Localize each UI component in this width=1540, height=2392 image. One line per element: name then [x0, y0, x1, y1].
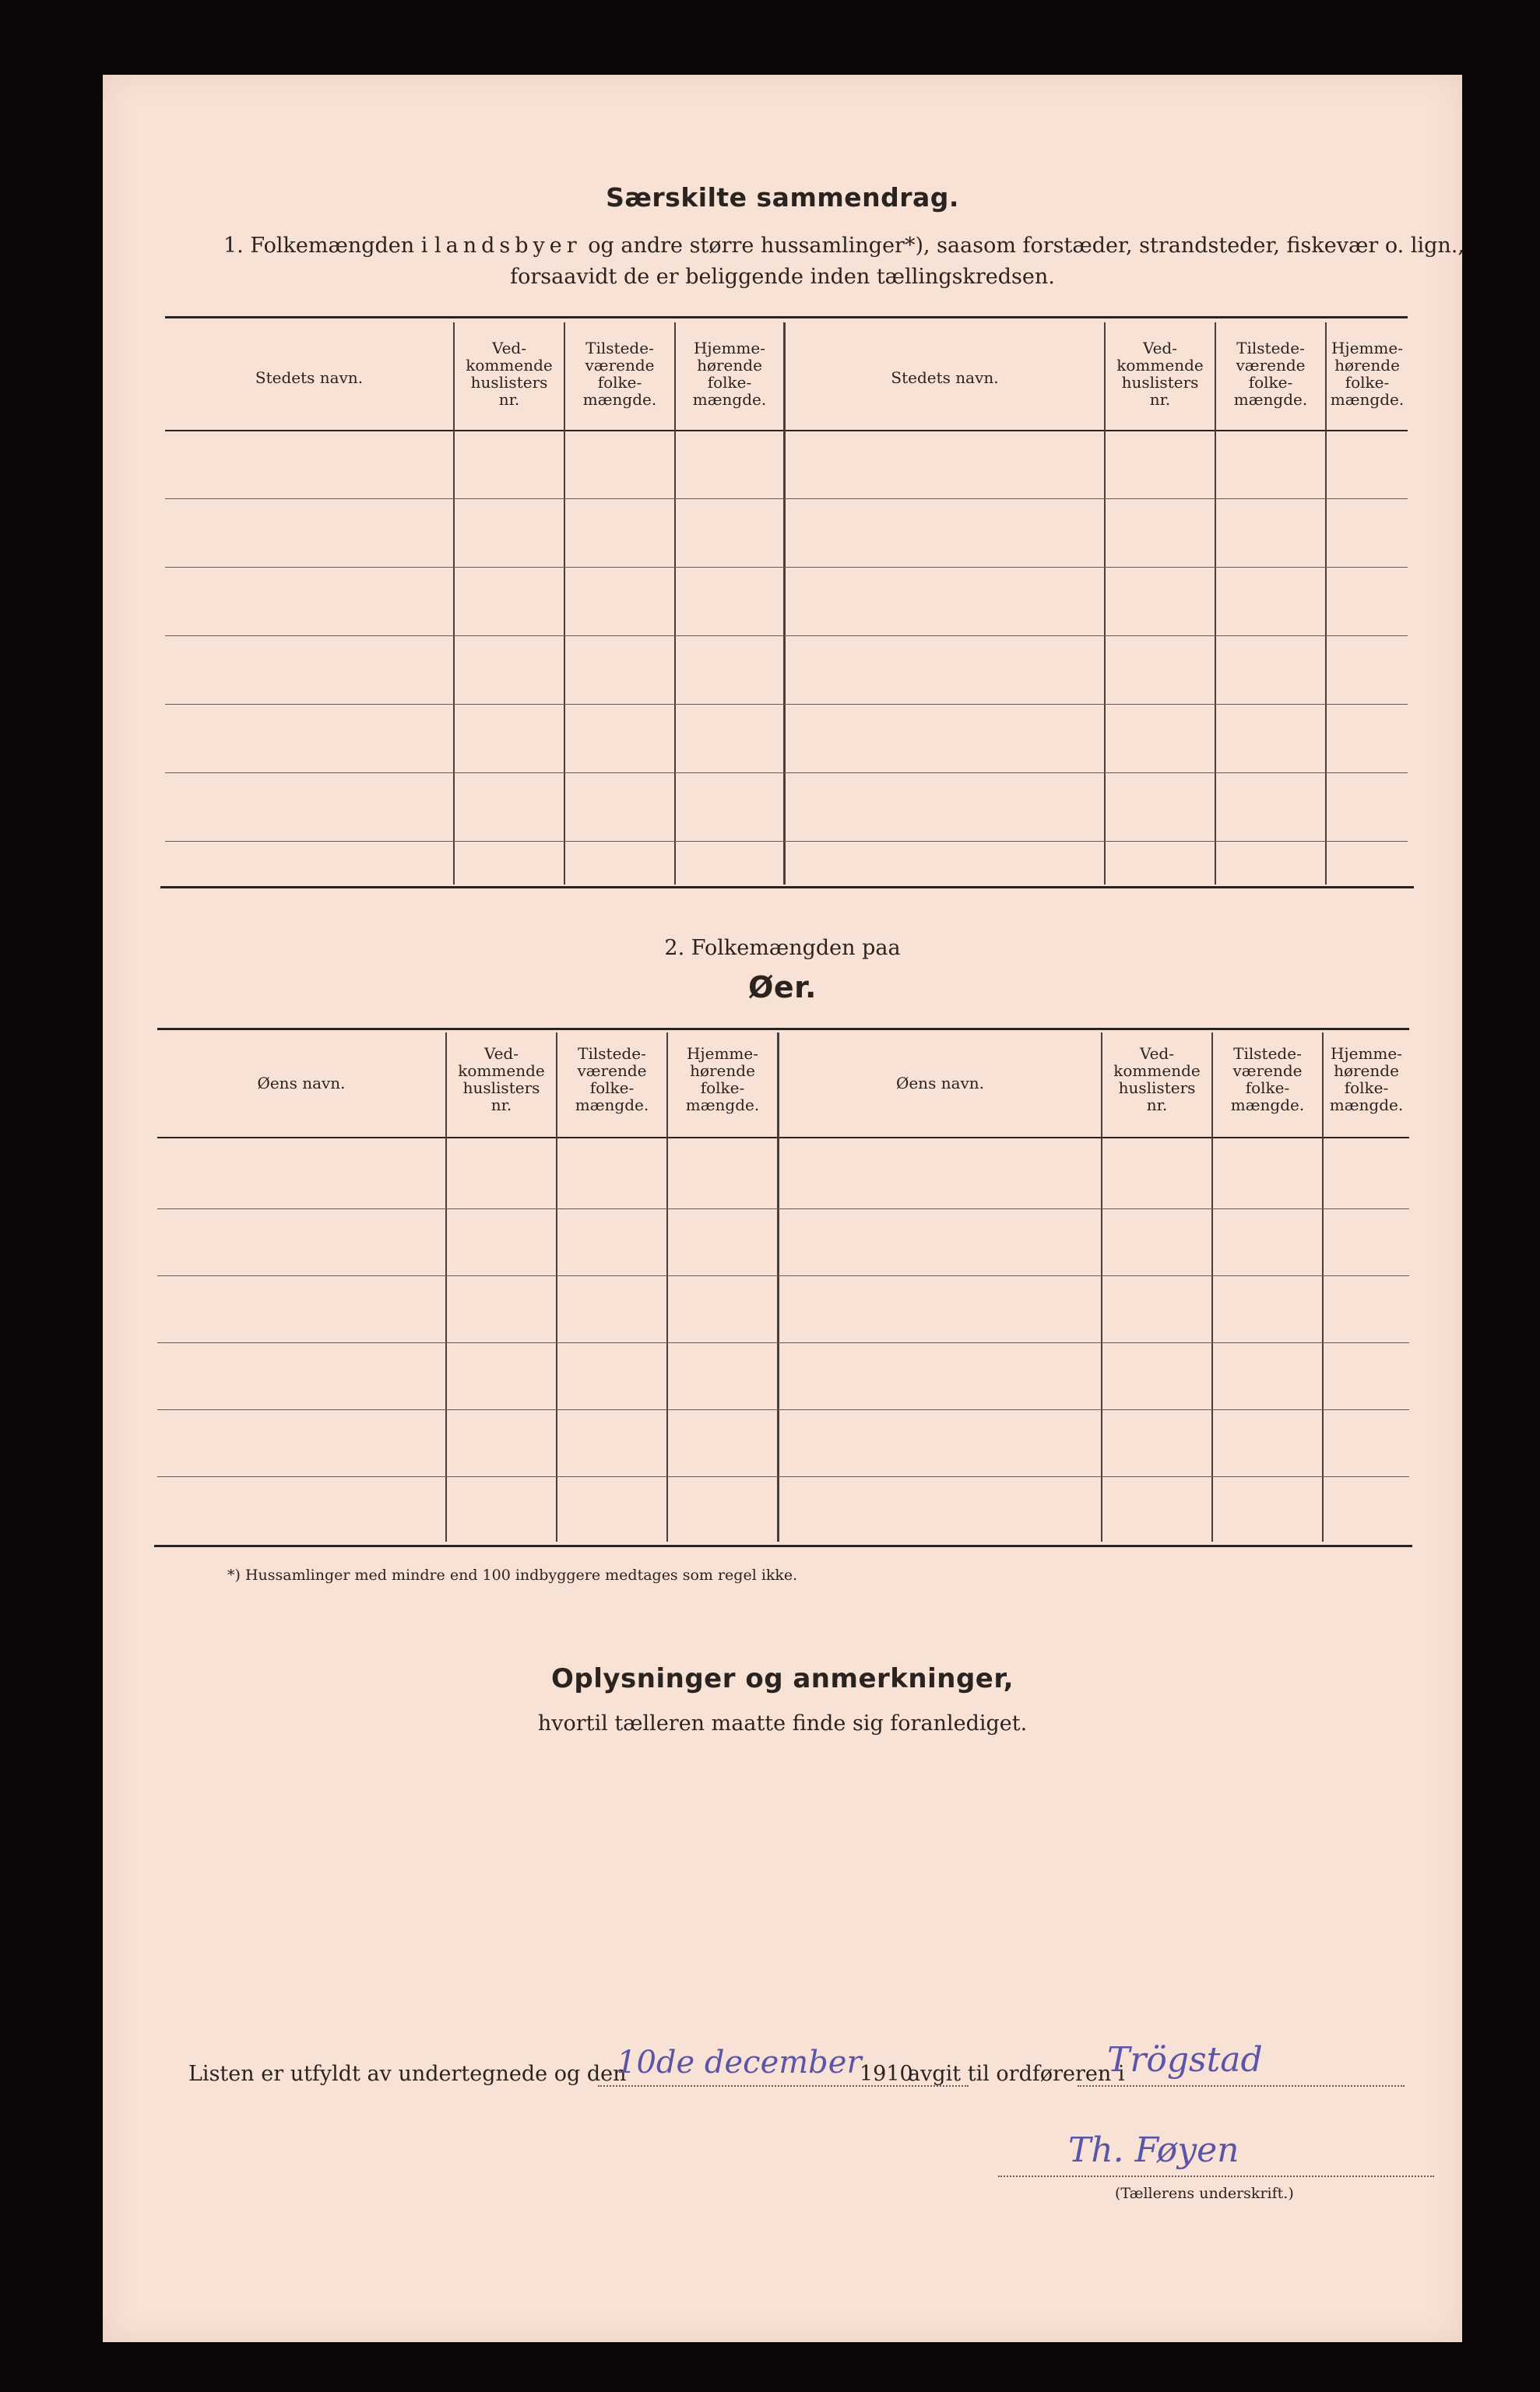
- section1-text-a: Folkemængden i: [250, 234, 428, 258]
- footnote: *) Hussamlinger med mindre end 100 indbyggere medtages som regel ikke.: [227, 1567, 798, 1584]
- handwritten-date: 10de december: [617, 2045, 862, 2081]
- remarks-title: Oplysninger og anmerkninger,: [550, 1663, 1014, 1694]
- table1-row-line: [165, 635, 1408, 636]
- section1-intro-line2: forsaavidt de er beliggende inden tællingskredsen.: [510, 265, 1055, 289]
- table1-col-hjemmehorende-2: Hjemme- hørende folke- mængde.: [1330, 339, 1405, 409]
- enumerator-signature: Th. Føyen: [1068, 2130, 1239, 2170]
- table1-col-stedets-navn-2: Stedets navn.: [891, 368, 999, 387]
- remarks-subtitle: hvortil tælleren maatte finde sig foranlediget.: [537, 1711, 1028, 1736]
- section2-heading: 2. Folkemængden paa: [664, 936, 901, 960]
- table2-col-tilstedevaerende: Tilstede- værende folke- mængde.: [575, 1044, 649, 1114]
- section1-title: Særskilte sammendrag.: [606, 182, 959, 213]
- table2-row-line: [157, 1476, 1409, 1477]
- table1-col-stedets-navn: Stedets navn.: [255, 368, 364, 387]
- table2-col-hjemmehorende: Hjemme- hørende folke- mængde.: [685, 1044, 760, 1114]
- table1-col-huslisters-nr-2: Ved- kommende huslisters nr.: [1116, 339, 1204, 409]
- table2-row-line: [157, 1342, 1409, 1343]
- signature-text-start: Listen er utfyldt av undertegnede og den: [188, 2062, 627, 2086]
- section1-text-spaced: landsbyer: [434, 234, 582, 258]
- table1-top-rule: [165, 316, 1408, 318]
- signature-caption: (Tællerens underskrift.): [1115, 2185, 1294, 2202]
- table1-col-hjemmehorende: Hjemme- hørende folke- mængde.: [692, 339, 767, 409]
- handwritten-place: Trögstad: [1107, 2040, 1263, 2080]
- section1-number: 1.: [223, 234, 244, 258]
- section1-text-b: og andre større hussamlinger*), saasom forstæder, strandsteder, fiskevær o. lign.,: [588, 234, 1464, 258]
- table2-row-line: [157, 1208, 1409, 1209]
- year-suffix: 1910: [860, 2062, 913, 2086]
- table1-row-line: [165, 841, 1408, 842]
- table1-row-line: [165, 498, 1408, 499]
- table1-header-rule: [165, 430, 1408, 431]
- signature-dotted-line: [998, 2176, 1434, 2177]
- table1-bottom-rule: [160, 886, 1414, 888]
- section2-title: Øer.: [748, 970, 817, 1004]
- table2-vline-center: [777, 1032, 779, 1542]
- table1-row-line: [165, 704, 1408, 705]
- table1-row-line: [165, 772, 1408, 773]
- table2-col-huslisters-nr: Ved- kommende huslisters nr.: [458, 1044, 545, 1114]
- table1-row-line: [165, 567, 1408, 568]
- table2-bottom-rule: [154, 1545, 1412, 1547]
- table1-col-tilstedevaerende: Tilstede- værende folke- mængde.: [582, 339, 657, 409]
- table1-col-huslisters-nr: Ved- kommende huslisters nr.: [466, 339, 553, 409]
- table2-header-rule: [157, 1137, 1409, 1138]
- table2-row-line: [157, 1275, 1409, 1276]
- table2-col-oens-navn: Øens navn.: [257, 1074, 346, 1092]
- table1-col-tilstedevaerende-2: Tilstede- værende folke- mængde.: [1233, 339, 1308, 409]
- table2-row-line: [157, 1409, 1409, 1410]
- table2-col-oens-navn-2: Øens navn.: [895, 1074, 985, 1092]
- place-dotted-line: [1078, 2085, 1405, 2087]
- table2-col-huslisters-nr-2: Ved- kommende huslisters nr.: [1113, 1044, 1201, 1114]
- table2-top-rule: [157, 1028, 1409, 1030]
- section1-intro-line1: [223, 234, 1464, 258]
- table2-col-tilstedevaerende-2: Tilstede- værende folke- mængde.: [1230, 1044, 1305, 1114]
- signature-text-middle: avgit til ordføreren i: [908, 2062, 1125, 2086]
- table1-vline-center: [783, 322, 786, 885]
- table2-col-hjemmehorende-2: Hjemme- hørende folke- mængde.: [1329, 1044, 1404, 1114]
- census-form-page: [103, 75, 1462, 2342]
